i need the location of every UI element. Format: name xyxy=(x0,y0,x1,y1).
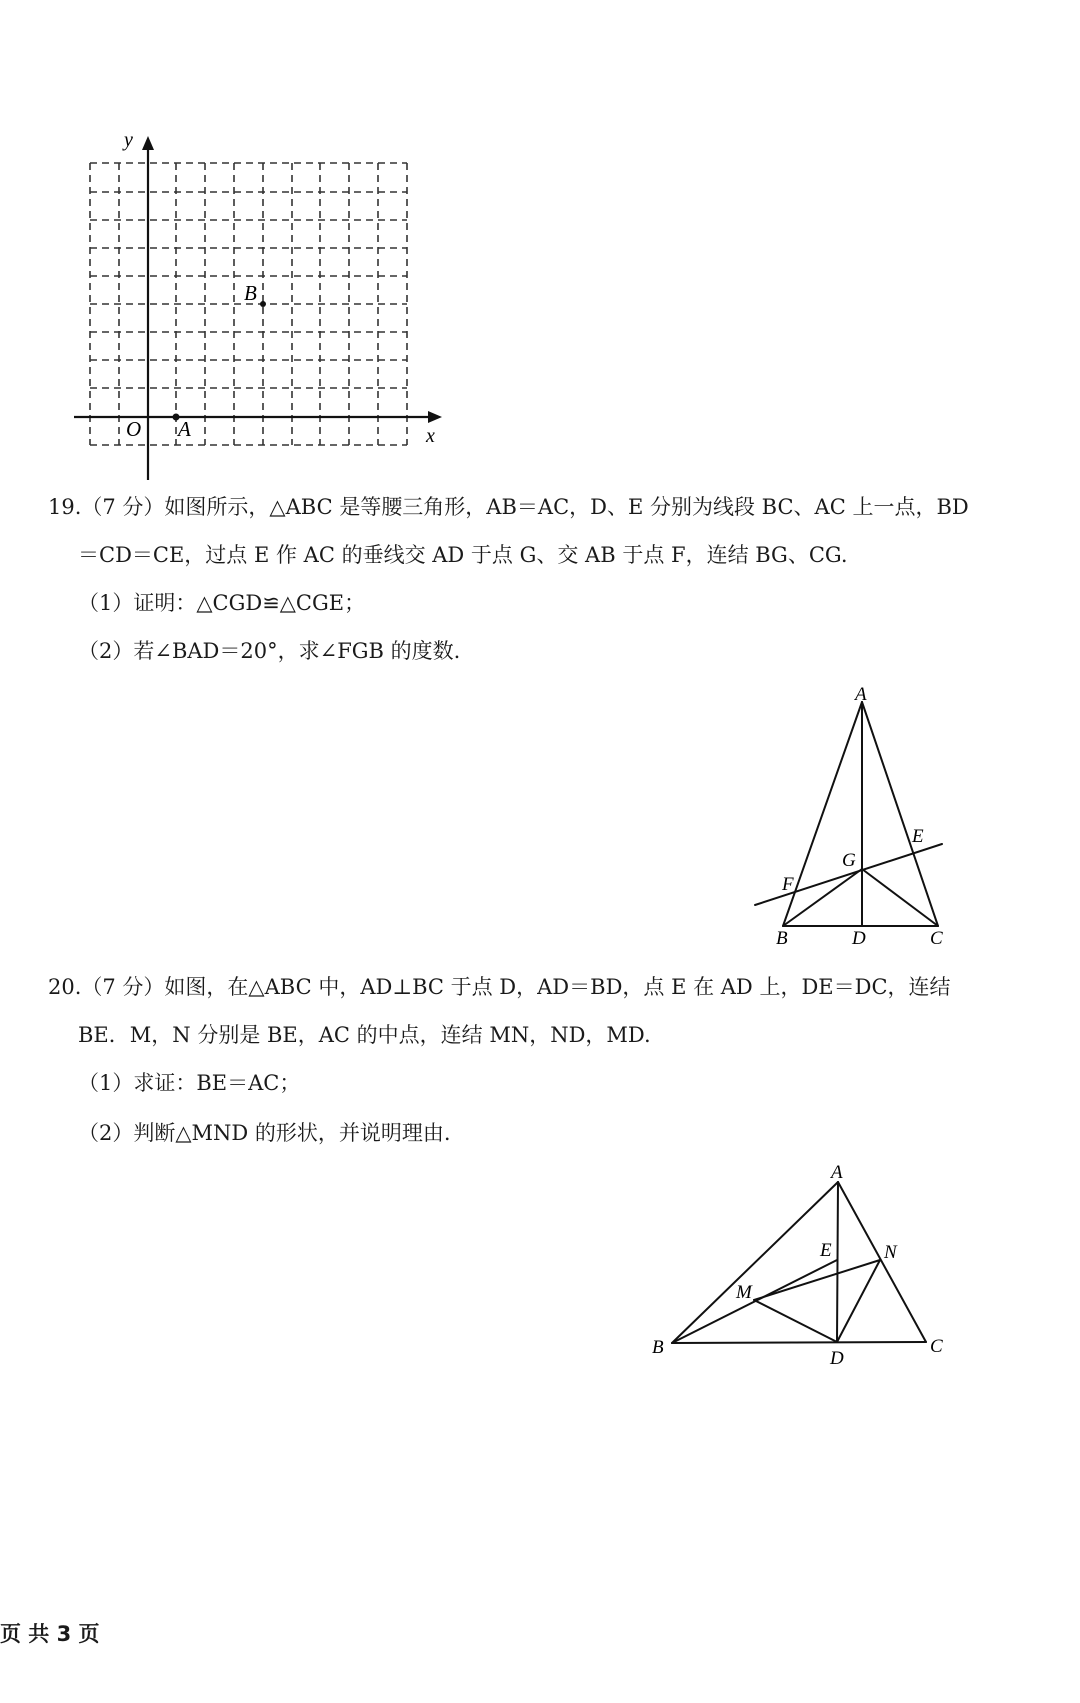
q19-part-2: （2）若∠BAD＝20°，求∠FGB 的度数. xyxy=(78,639,461,663)
q19-segment-cg xyxy=(862,869,938,926)
page-footer: 页 共 3 页 xyxy=(0,1622,100,1646)
q19-label-a: A xyxy=(855,684,867,705)
q20-label-b: B xyxy=(652,1337,664,1358)
q20-label-m: M xyxy=(736,1282,752,1303)
q19-label-c: C xyxy=(930,928,943,949)
q20-label-n: N xyxy=(884,1242,897,1263)
q20-stem-line-1: 20.（7 分）如图，在△ABC 中，AD⊥BC 于点 D，AD＝BD，点 E 在 AD 上，DE＝DC，连结 xyxy=(48,975,951,999)
q20-segment-ab xyxy=(672,1182,838,1343)
q19-label-g: G xyxy=(842,850,856,871)
q19-segment-ac xyxy=(862,702,938,926)
q20-label-e: E xyxy=(820,1240,832,1261)
q20-triangle-figure xyxy=(640,1160,960,1370)
q19-stem-line-2: ＝CD＝CE，过点 E 作 AC 的垂线交 AD 于点 G、交 AB 于点 F，连结 BG、CG. xyxy=(78,543,848,567)
q20-label-d: D xyxy=(830,1348,844,1369)
q20-segment-bc xyxy=(672,1342,926,1343)
q19-label-e: E xyxy=(912,826,924,847)
q20-segment-md xyxy=(754,1300,837,1342)
origin-label: O xyxy=(126,417,142,441)
y-axis-arrow xyxy=(142,136,154,150)
q20-segment-ac xyxy=(838,1182,926,1342)
q19-label-d: D xyxy=(852,928,866,949)
q20-part-1: （1）求证：BE＝AC； xyxy=(78,1071,301,1095)
x-axis-label: x xyxy=(426,425,435,447)
q19-triangle-figure xyxy=(740,680,970,960)
q19-part-1: （1）证明：△CGD≌△CGE； xyxy=(78,591,366,615)
q20-label-c: C xyxy=(930,1336,943,1357)
q19-label-f: F xyxy=(782,874,794,895)
q20-segment-ad xyxy=(837,1182,838,1342)
q20-stem-line-2: BE．M，N 分别是 BE，AC 的中点，连结 MN，ND，MD. xyxy=(78,1023,651,1047)
q19-stem-line-1: 19.（7 分）如图所示，△ABC 是等腰三角形，AB＝AC，D、E 分别为线段 BC、AC 上一点，BD xyxy=(48,495,969,519)
q20-label-a: A xyxy=(831,1162,843,1183)
y-axis-label: y xyxy=(124,130,133,151)
q19-segment-bg xyxy=(783,869,862,926)
x-axis-arrow xyxy=(428,411,442,423)
coordinate-grid-figure xyxy=(60,130,460,490)
point-a-label: A xyxy=(178,417,191,441)
point-b-dot xyxy=(260,301,266,307)
q20-part-2: （2）判断△MND 的形状，并说明理由. xyxy=(78,1121,451,1145)
point-b-label: B xyxy=(244,281,257,305)
q19-label-b: B xyxy=(776,928,788,949)
